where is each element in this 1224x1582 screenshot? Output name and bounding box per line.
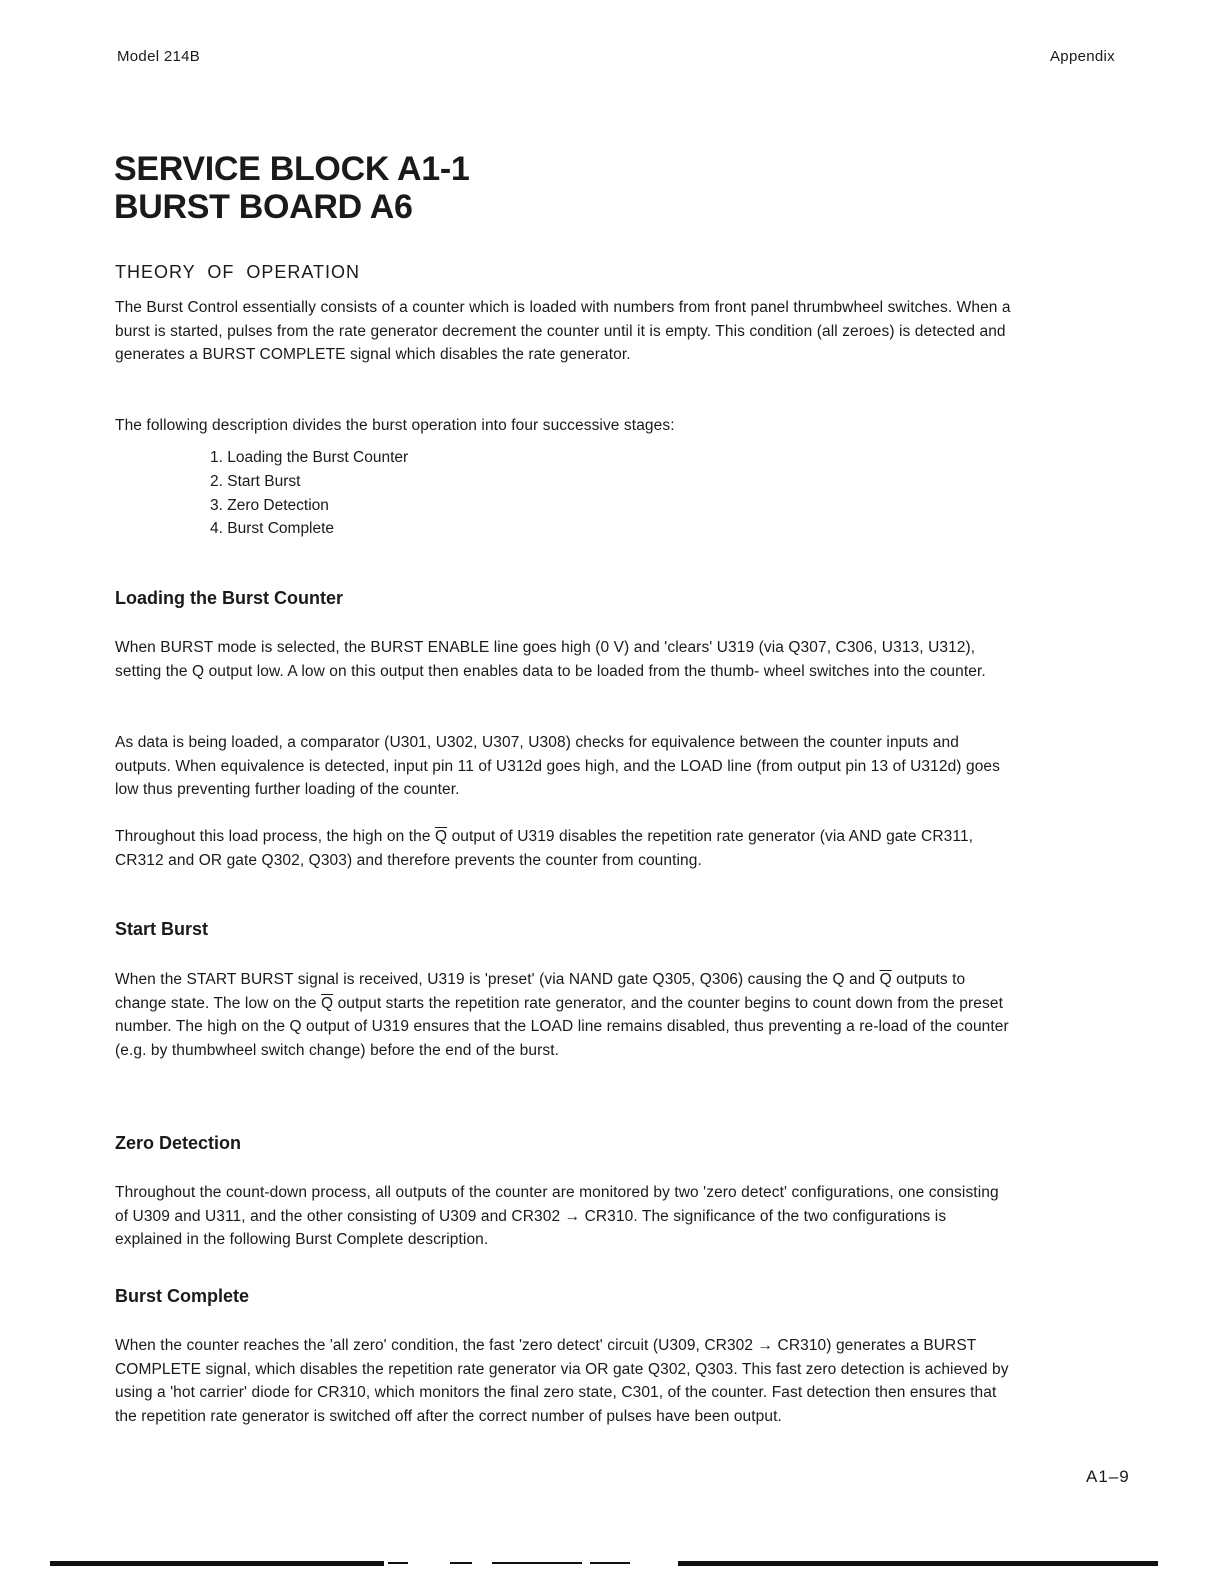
loading-paragraph-1: When BURST mode is selected, the BURST ENABLE line goes high (0 V) and 'clears' U319 (via Q307, C306, U313, U312), setting the Q output low. A low on this output then enables data to be loaded from the thumb- wheel switches into the counter. (115, 639, 986, 680)
text-run: When the START BURST signal is received, U319 is 'preset' (via NAND gate Q305, Q306) causing the Q and (115, 971, 880, 988)
list-item: 1. Loading the Burst Counter (210, 449, 409, 466)
q-bar-symbol: $\overline{Q}$ (320, 994, 334, 1012)
theory-heading: THEORY OF OPERATION (115, 262, 361, 282)
title-line-1: SERVICE BLOCK A1-1 (114, 150, 470, 188)
text-run: Throughout this load process, the high on the (115, 828, 435, 845)
start-paragraph (115, 968, 1015, 1063)
complete-heading: Burst Complete (115, 1286, 250, 1306)
zero-heading: Zero Detection (115, 1133, 242, 1153)
stages-list (210, 446, 408, 541)
text-run: output starts the repetition rate generator, and the counter begins to count down from the preset number. The high on the Q output of U319 ensures that the LOAD line remains disabled, thus preventing a re-load of the counter (e.g. by thumbwheel switch change) before the end of the burst. (115, 994, 1009, 1060)
page-title (114, 150, 469, 226)
complete-paragraph: When the counter reaches the 'all zero' condition, the fast 'zero detect' circuit (U309, CR302 → CR310) generates a BURST COMPLETE signal, which disables the repetition rate generator via OR gate Q302, Q303. This fast zero detection is achieved by using a 'hot carrier' diode for CR310, which monitors the final zero state, C301, of the counter. Fast detection then ensures that the repetition rate generator is switched off after the correct number of pulses have been output. (115, 1337, 1009, 1426)
loading-heading: Loading the Burst Counter (115, 588, 343, 608)
stages-intro: The following description divides the burst operation into four successive stages: (115, 417, 675, 434)
list-item: 2. Start Burst (210, 472, 301, 490)
loading-paragraph-2: As data is being loaded, a comparator (U301, U302, U307, U308) checks for equivalence between the counter inputs and outputs. When equivalence is detected, input pin 11 of U312d goes high, and the LOAD line (from output pin 13 of U312d) goes low thus preventing further loading of the counter. (115, 734, 1000, 799)
loading-paragraph-3 (115, 825, 1015, 872)
title-line-2: BURST BOARD A6 (114, 188, 413, 226)
text-run: outputs to change state. The low on the (115, 971, 966, 1012)
q-bar-symbol: $\overline{Q}$ (434, 828, 448, 845)
page-number: A1–9 (1086, 1467, 1130, 1486)
bottom-rule (50, 1561, 1158, 1566)
list-item: 4. Burst Complete (210, 520, 335, 538)
text-run: output of U319 disables the repetition rate generator (via AND gate CR311, CR312 and OR gate Q302, Q303) and therefore prevents the counter from counting. (115, 828, 974, 869)
list-item: 3. Zero Detection (210, 496, 329, 514)
zero-paragraph: Throughout the count-down process, all outputs of the counter are monitored by two 'zero detect' configurations, one consisting of U309 and U311, and the other consisting of U309 and CR302 → CR310. The significance of the two configurations is explained in the following Burst Complete description. (115, 1184, 999, 1249)
header-model: Model 214B (117, 48, 201, 65)
q-bar-symbol: $\overline{Q}$ (879, 971, 892, 988)
theory-intro: The Burst Control essentially consists of a counter which is loaded with numbers from front panel thrumbwheel switches. When a burst is started, pulses from the rate generator decrement the counter until it is empty. This condition (all zeroes) is detected and generates a BURST COMPLETE signal which disables the rate generator. (115, 299, 1011, 364)
start-heading: Start Burst (115, 919, 209, 939)
header-section: Appendix (1050, 48, 1115, 65)
